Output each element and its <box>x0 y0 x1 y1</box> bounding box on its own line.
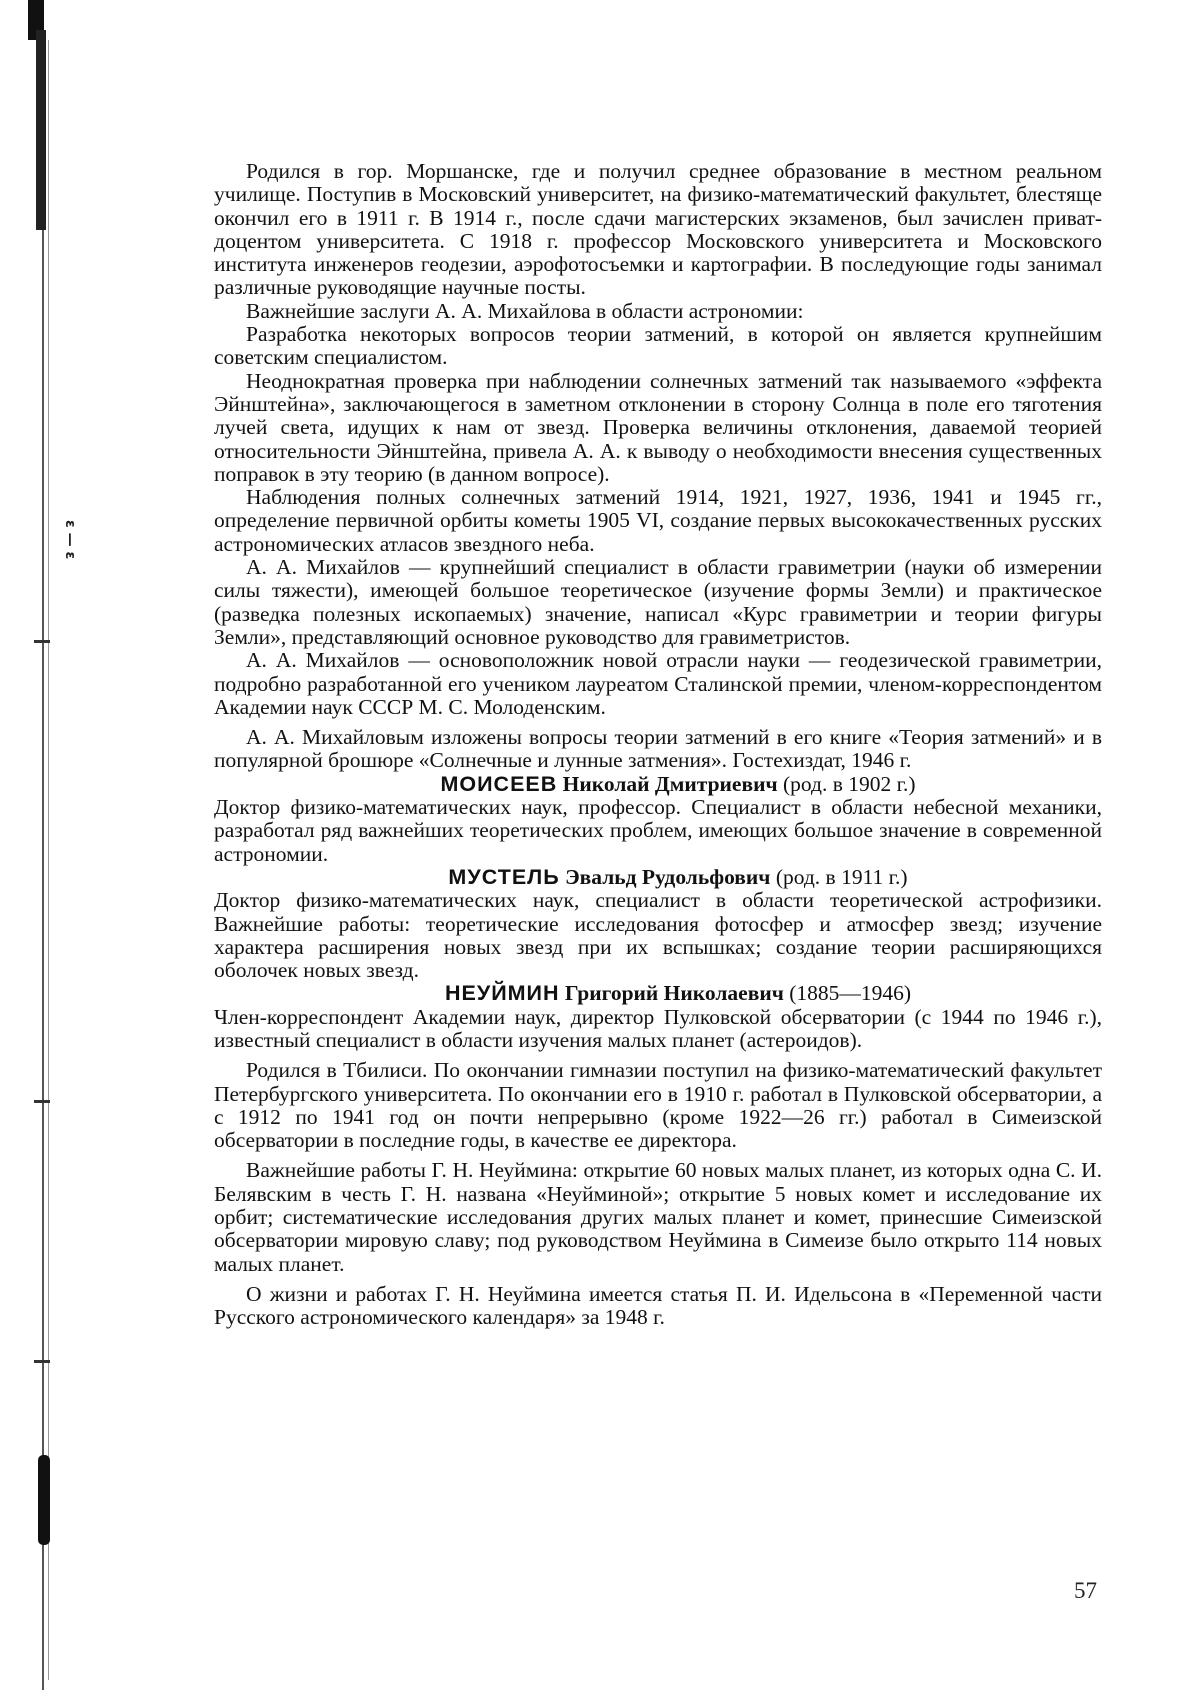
paragraph: А. А. Михайлов — крупнейший специалист в области гравиметрии (науки об измерении силы тяжести), имеющей большое теоретическое (изучение формы Земли) и практическое (разведка полезных ископаемых) значение, написал «Курс гравиметрии и теории фигуры Земли», представляющий основное руководство для гравиметристов. <box>214 555 1102 649</box>
paragraph: О жизни и работах Г. Н. Неуймина имеется статья П. И. Идельсона в «Переменной части Русского астрономического календаря» за 1948 г. <box>214 1281 1102 1330</box>
heading-years: (род. в 1911 г.) <box>775 864 908 889</box>
paragraph: Родился в Тбилиси. По окончании гимназии поступил на физико-математический факультет Петербургского университета. По окончании его в 1910 г. работал в Пулковской обсерватории, а с 1912 по 1941 год он почти непрерывно (кроме 1922—26 гг.) работал в Симеизской обсерватории в последние годы, в качестве ее директора. <box>214 1058 1102 1153</box>
paragraph: Важнейшие работы Г. Н. Неуймина: открытие 60 новых малых планет, из которых одна С. И. Белявским в честь Г. Н. названа «Неуйминой»; открытие 5 новых комет и исследование их орбит; систематические исследования других малых планет и комет, принесшие Симеизской обсерватории мировую славу; под руководством Неуймина в Симеизе было открыто 114 новых малых планет. <box>214 1158 1102 1276</box>
paragraph: А. А. Михайловым изложены вопросы теории затмений в его книге «Теория затмений» и в популярной брошюре «Солнечные и лунные затмения». Гостехиздат, 1946 г. <box>214 725 1102 773</box>
heading-given-name: Эвальд Рудольфович <box>565 864 771 889</box>
paragraph: Разработка некоторых вопросов теории затмений, в которой он является крупнейшим советским специалистом. <box>214 322 1102 370</box>
binding-mark <box>38 1455 50 1545</box>
heading-surname: МУСТЕЛЬ <box>448 864 560 889</box>
paragraph: Доктор физико-математических наук, специалист в области теоретической астрофизики. Важнейшие работы: теоретические исследования фотосфер и атмосфер звезд; изучение характера расширения новых звезд при их вспышках; создание теории расширяющихся оболочек новых звезд. <box>214 888 1102 983</box>
binding-mark <box>34 1360 50 1363</box>
biography-heading <box>214 866 1102 889</box>
heading-given-name: Николай Дмитриевич <box>562 771 778 796</box>
margin-note: ε — ε <box>62 520 78 560</box>
biography-heading <box>214 982 1102 1005</box>
paragraph: Член-корреспондент Академии наук, директор Пулковской обсерватории (с 1944 по 1946 г.), известный специалист в области изучения малых планет (астероидов). <box>214 1004 1102 1052</box>
page-number: 57 <box>1074 1578 1097 1603</box>
heading-years: (род. в 1902 г.) <box>782 771 916 796</box>
biography-heading <box>214 773 1102 796</box>
paragraph: А. А. Михайлов — основоположник новой отрасли науки — геодезической гравиметрии, подробно разработанной его учеником лауреатом Сталинской премии, членом-корреспондентом Академии наук СССР М. С. Молоденским. <box>214 648 1102 719</box>
binding-shadow <box>36 30 46 230</box>
paragraph: Неоднократная проверка при наблюдении солнечных затмений так называемого «эффекта Эйнштейна», заключающегося в заметном отклонении в сторону Солнца в поле его тяготения лучей света, идущих к нам от звезд. Проверка величины отклонения, даваемой теорией относительности Эйнштейна, привела А. А. к выводу о необходимости внесения существенных поправок в эту теорию (в данном вопросе). <box>214 368 1102 486</box>
paragraph: Наблюдения полных солнечных затмений 1914, 1921, 1927, 1936, 1941 и 1945 гг., определение первичной орбиты кометы 1905 VI, создание первых высококачественных русских астрономических атласов звездного неба. <box>214 485 1102 556</box>
heading-surname: МОИСЕЕВ <box>440 771 558 796</box>
heading-years: (1885—1946) <box>789 981 912 1006</box>
binding-mark <box>34 1100 50 1103</box>
heading-surname: НЕУЙМИН <box>444 981 560 1006</box>
binding-mark <box>34 640 50 643</box>
binding-edge-line <box>48 40 49 1680</box>
page-body <box>214 160 1102 1330</box>
paragraph: Доктор физико-математических наук, профессор. Специалист в области небесной механики, разработал ряд важнейших теоретических проблем, имеющих большое значение в современной астрономии. <box>214 795 1102 866</box>
heading-given-name: Григорий Николаевич <box>564 981 784 1006</box>
paragraph: Важнейшие заслуги А. А. Михайлова в области астрономии: <box>246 298 804 323</box>
paragraph: Родился в гор. Моршанске, где и получил среднее образование в местном реальном училище. Поступив в Московский университет, на физико-математический факультет, блестяще окончил его в 1911 г. В 1914 г., после сдачи магистерских экзаменов, был зачислен приват-доцентом университета. С 1918 г. профессор Московского университета и Московского института инженеров геодезии, аэрофотосъемки и картографии. В последующие годы занимал различные руководящие научные посты. <box>214 159 1102 300</box>
